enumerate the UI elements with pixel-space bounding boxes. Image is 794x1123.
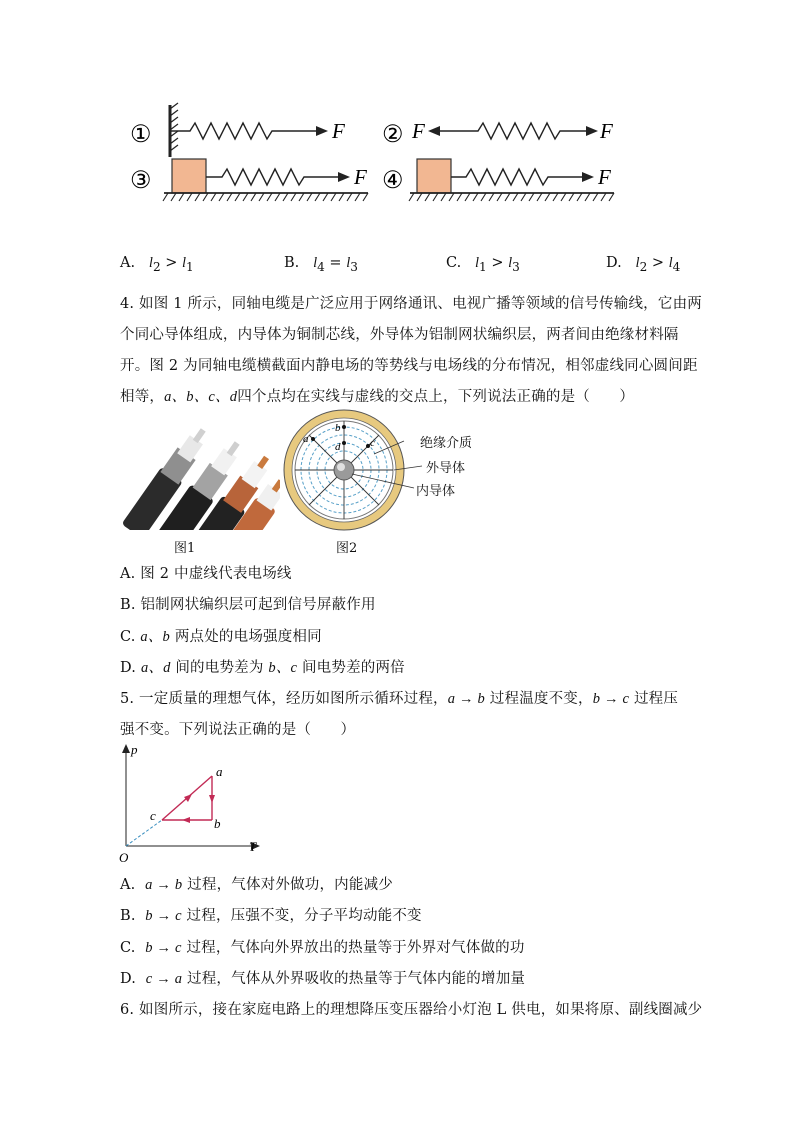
q4-option-c: C. a、b 两点处的电场强度相同 — [120, 629, 322, 645]
q5-option-a: A. a → b 过程，气体对外做功，内能减少 — [120, 877, 393, 893]
q3-option-d: D. $l_2 > l_4$ — [606, 255, 681, 274]
axis-p: p — [131, 742, 138, 757]
point-c: c — [370, 437, 375, 449]
point-d: d — [335, 441, 341, 453]
q5-option-d: D. c → a 过程，气体从外界吸收的热量等于气体内能的增加量 — [120, 971, 526, 987]
q4-line-2: 个同心导体组成，内导体为铜制芯线，外导体为铝制网状编织层，两者间由绝缘材料隔 — [120, 327, 679, 343]
q5-option-b: B. b → c 过程，压强不变，分子平均动能不变 — [120, 908, 422, 924]
q4-line-4: 相等，a、b、c、d四个点均在实线与虚线的交点上，下列说法正确的是（ ） — [120, 389, 635, 405]
fig2-caption: 图2 — [336, 541, 358, 556]
coax-cable-photo — [120, 410, 280, 530]
force-label-2-right: F — [600, 119, 613, 143]
spring-label-1: ① — [130, 122, 152, 148]
force-label-3: F — [354, 165, 367, 189]
q4-option-b: B. 铝制网状编织层可起到信号屏蔽作用 — [120, 597, 376, 613]
q5-line-1: 5. 一定质量的理想气体，经历如图所示循环过程，a → b 过程温度不变，b → c 过程压 — [120, 691, 679, 707]
spring-label-3: ③ — [130, 168, 152, 194]
force-label-1: F — [332, 119, 345, 143]
point-b: b — [335, 422, 341, 434]
state-a: a — [216, 764, 223, 779]
q4-option-a: A. 图 2 中虚线代表电场线 — [120, 566, 292, 582]
state-c: c — [150, 808, 156, 823]
label-outer-conductor: 外导体 — [426, 461, 466, 476]
axis-t: T — [249, 839, 257, 854]
q4-line-3: 开。图 2 为同轴电缆横截面内静电场的等势线与电场线的分布情况，相邻虚线同心圆间距 — [120, 358, 698, 374]
springs-figure — [120, 95, 640, 215]
q3-option-a: A. $l_2 > l_1$ — [120, 255, 194, 274]
q4-line-1: 4. 如图 1 所示，同轴电缆是广泛应用于网络通讯、电视广播等领域的信号传输线，它由两 — [120, 296, 702, 312]
spring-label-4: ④ — [382, 168, 404, 194]
label-insulator: 绝缘介质 — [420, 436, 473, 451]
origin-label: O — [119, 850, 129, 864]
label-inner-conductor: 内导体 — [416, 484, 456, 499]
state-b: b — [214, 816, 221, 831]
q5-option-c: C. b → c 过程，气体向外界放出的热量等于外界对气体做的功 — [120, 940, 525, 956]
force-label-2-left: F — [412, 119, 425, 143]
point-a: a — [303, 433, 309, 445]
q3-option-c: C. $l_1 > l_3$ — [446, 255, 520, 274]
spring-label-2: ② — [382, 122, 404, 148]
q5-line-2: 强不变。下列说法正确的是（ ） — [120, 722, 356, 738]
q3-option-b: B. $l_4 = l_3$ — [284, 255, 358, 274]
fig1-caption: 图1 — [174, 541, 196, 556]
q6-line-1: 6. 如图所示，接在家庭电路上的理想降压变压器给小灯泡 L 供电，如果将原、副线圈减少 — [120, 1002, 703, 1018]
q4-option-d: D. a、d 间的电势差为 b、c 间电势差的两倍 — [120, 660, 405, 676]
pt-diagram — [114, 742, 274, 864]
force-label-4: F — [598, 165, 611, 189]
